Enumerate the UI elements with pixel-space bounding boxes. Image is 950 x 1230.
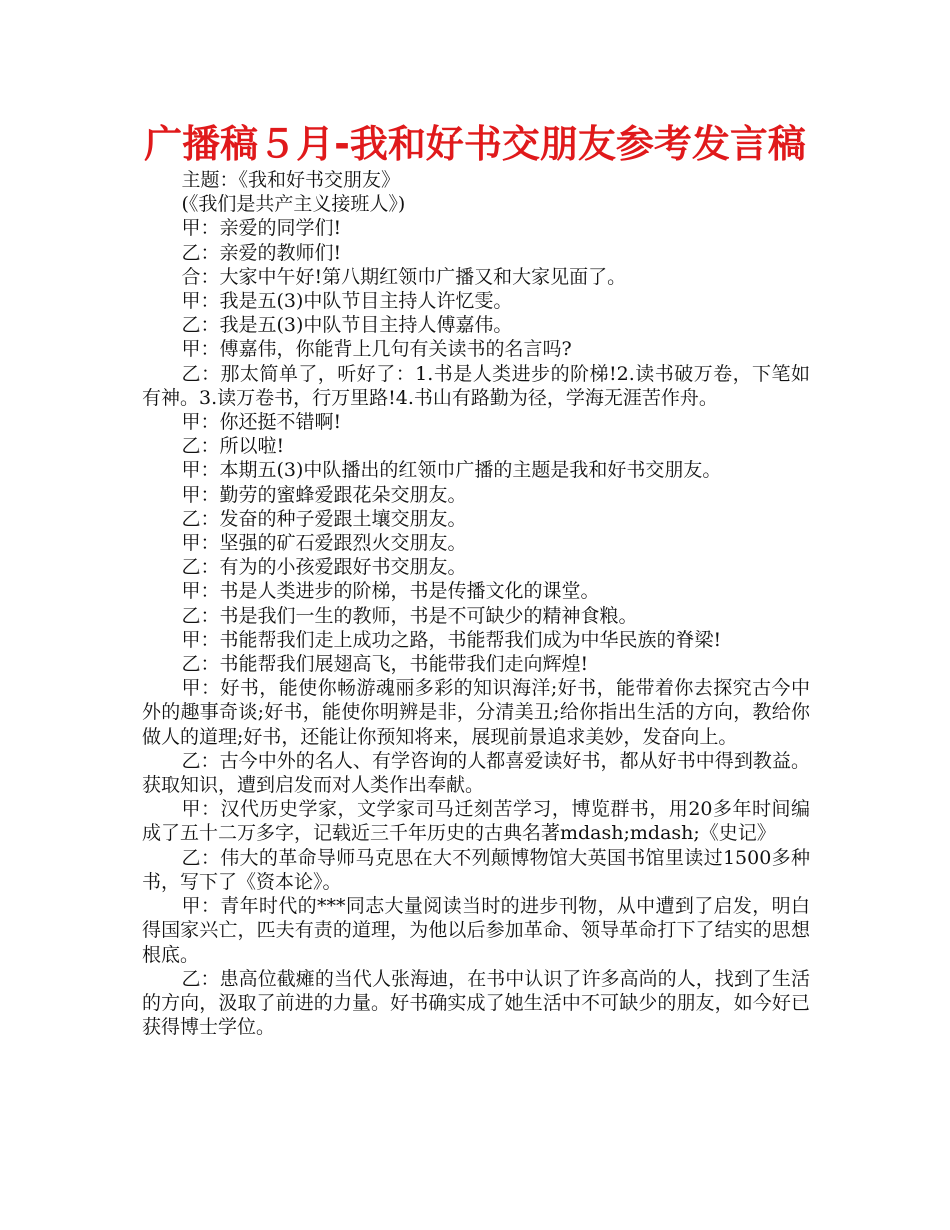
paragraph-line: 乙：我是五(3)中队节目主持人傅嘉伟。	[181, 314, 513, 337]
paragraph-line: 甲：坚强的矿石爱跟烈火交朋友。	[181, 532, 467, 555]
paragraph-line: 甲：你还挺不错啊!	[181, 411, 342, 434]
paragraph-line: 乙：书是我们一生的教师，书是不可缺少的精神食粮。	[181, 604, 638, 627]
paragraph-line: 甲：好书，能使你畅游魂丽多彩的知识海洋;好书，能带着你去探究古今中外的趣事奇谈;好书，能使你明辨是非，分清美丑;给你指出生活的方向，教给你做人的道理;好书，还能让你预知将来，展现前景追求美妙，发奋向上。	[142, 677, 810, 748]
paragraph-line: 甲：本期五(3)中队播出的红领巾广播的主题是我和好书交朋友。	[181, 459, 722, 482]
paragraph-line: 乙：伟大的革命导师马克思在大不列颠博物馆大英国书馆里读过1500多种书，写下了《资本论》。	[142, 846, 810, 893]
paragraph-line: 乙：那太简单了，听好了：1.书是人类进步的阶梯!2.读书破万卷，下笔如有神。3.读万卷书，行万里路!4.书山有路勤为径，学海无涯苦作舟。	[142, 362, 810, 409]
paragraph-line: 乙：所以啦!	[181, 435, 285, 458]
paragraph-line: 甲：汉代历史学家，文学家司马迁刻苦学习，博览群书，用20多年时间编成了五十二万多字，记载近三千年历史的古典名著mdash;mdash;《史记》	[142, 798, 810, 845]
paragraph-line: 甲：我是五(3)中队节目主持人许忆雯。	[181, 290, 513, 313]
paragraph-line: 甲：书是人类进步的阶梯，书是传播文化的课堂。	[181, 580, 600, 603]
paragraph-topic: 主题：《我和好书交朋友》	[181, 169, 401, 191]
paragraph-line: 乙：发奋的种子爱跟土壤交朋友。	[181, 507, 467, 530]
paragraph-line: 乙：有为的小孩爱跟好书交朋友。	[181, 556, 467, 579]
paragraph-line: 乙：患高位截瘫的当代人张海迪，在书中认识了许多高尚的人，找到了生活的方向，汲取了前进的力量。好书确实成了她生活中不可缺少的朋友，如今好已获得博士学位。	[142, 967, 810, 1039]
paragraph-line: 甲：傅嘉伟，你能背上几句有关读书的名言吗?	[181, 338, 572, 361]
paragraph-line: 乙：书能帮我们展翅高飞，书能带我们走向辉煌!	[181, 653, 589, 676]
paragraph-line: 甲：青年时代的***同志大量阅读当时的进步刊物，从中遭到了启发，明白得国家兴亡，匹夫有责的道理，为他以后参加革命、领导革命打下了结实的思想根底。	[142, 895, 810, 966]
paragraph-line: 合：大家中午好!第八期红领巾广播又和大家见面了。	[181, 265, 627, 288]
paragraph-line: 乙：古今中外的名人、有学咨询的人都喜爱读好书，都从好书中得到教益。获取知识，遭到启发而对人类作出奉献。	[142, 749, 810, 797]
paragraph-line: 乙：亲爱的教师们!	[181, 241, 342, 264]
document-body	[142, 168, 810, 1039]
paragraph-line: 甲：亲爱的同学们!	[181, 217, 342, 240]
paragraph-line: 甲：勤劳的蜜蜂爱跟花朵交朋友。	[181, 483, 467, 506]
paragraph-song: (《我们是共产主义接班人》)	[181, 193, 406, 216]
paragraph-line: 甲：书能帮我们走上成功之路，书能帮我们成为中华民族的脊梁!	[181, 628, 722, 651]
document-title: 广播稿５月-我和好书交朋友参考发言稿	[144, 122, 806, 166]
